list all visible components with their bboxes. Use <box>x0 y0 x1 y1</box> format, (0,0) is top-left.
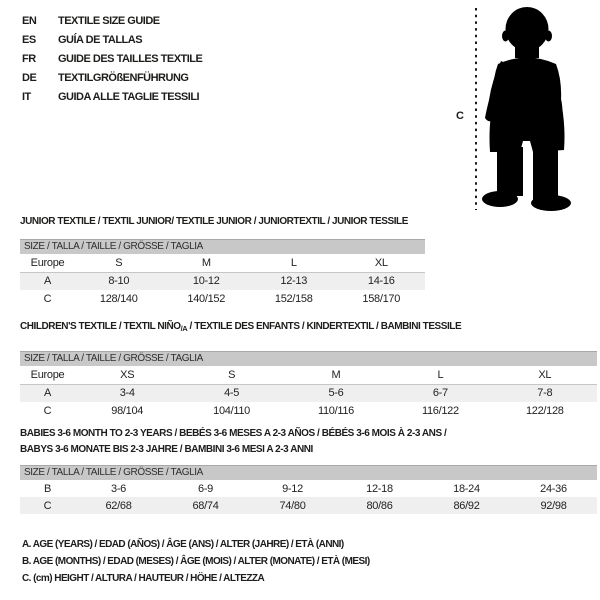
baby-silhouette-icon <box>450 0 600 215</box>
language-row <box>22 12 202 31</box>
size-value-cell: 74/80 <box>249 497 336 514</box>
language-code: DE <box>22 72 37 84</box>
size-table <box>20 254 425 308</box>
table-title: BABIES 3-6 MONTH TO 2-3 YEARS / BEBÉS 3-6 MESES A 2-3 AÑOS / BÉBÉS 3-6 MOIS À 2-3 ANS / <box>20 428 447 439</box>
size-value-cell: 116/122 <box>421 405 459 417</box>
table-title: JUNIOR TEXTILE / TEXTIL JUNIOR/ TEXTILE JUNIOR / JUNIORTEXTIL / JUNIOR TESSILE <box>20 216 408 227</box>
row-label-cell: Europe <box>20 254 75 272</box>
language-label: GUIDA ALLE TAGLIE TESSILI <box>58 91 200 103</box>
size-value-cell: 6-9 <box>198 482 213 495</box>
row-label-cell: Europe <box>20 366 75 384</box>
size-value-cell: 158/170 <box>362 293 401 305</box>
size-value-cell: L <box>388 366 492 384</box>
size-value-cell: 5-6 <box>284 384 388 402</box>
measure-legend <box>22 536 370 587</box>
size-value-cell: 92/98 <box>510 497 597 514</box>
table-title-subscript: /A <box>180 324 188 333</box>
table-title-text: / TEXTILE DES ENFANTS / KINDERTEXTIL / BAMBINI TESSILE <box>187 321 462 332</box>
babies-textile-table <box>20 426 597 514</box>
table-row <box>20 272 425 290</box>
language-row <box>22 69 202 88</box>
table-row <box>20 402 597 420</box>
language-row <box>22 88 202 107</box>
language-label: GUÍA DE TALLAS <box>58 34 143 46</box>
table-title: BABYS 3-6 MONATE BIS 2-3 JAHRE / BAMBINI 3-6 MESI A 2-3 ANNI <box>20 444 313 455</box>
language-code: IT <box>22 91 31 103</box>
size-header-bar: SIZE / TALLA / TAILLE / GRÖSSE / TAGLIA <box>20 239 425 254</box>
size-value-cell: 10-12 <box>163 272 251 290</box>
size-value-cell: 9-12 <box>282 482 303 495</box>
size-value-cell: 8-10 <box>75 272 163 290</box>
size-value-cell: 80/86 <box>336 497 423 514</box>
language-code: FR <box>22 53 36 65</box>
size-value-cell: 62/68 <box>75 497 162 514</box>
size-value-cell: 24-36 <box>540 482 567 495</box>
legend-line-a: A. AGE (YEARS) / EDAD (AÑOS) / ÂGE (ANS) / ALTER (JAHRE) / ETÀ (ANNI) <box>22 539 344 550</box>
size-value-cell: L <box>250 254 338 272</box>
size-value-cell: XS <box>75 366 179 384</box>
table-row <box>20 290 425 308</box>
size-value-cell: 6-7 <box>388 384 492 402</box>
size-value-cell: 68/74 <box>162 497 249 514</box>
language-label: TEXTILGRÖßENFÜHRUNG <box>58 72 189 84</box>
table-row <box>20 480 597 497</box>
size-header-bar: SIZE / TALLA / TAILLE / GRÖSSE / TAGLIA <box>20 351 597 366</box>
size-value-cell: 14-16 <box>338 272 426 290</box>
size-value-cell: 122/128 <box>525 405 564 417</box>
size-value-cell: 86/92 <box>423 497 510 514</box>
row-label-cell: C <box>43 293 52 305</box>
size-value-cell: XL <box>493 366 597 384</box>
size-value-cell: 140/152 <box>187 293 226 305</box>
legend-line-c: C. (cm) HEIGHT / ALTURA / HAUTEUR / HÖHE / ALTEZZA <box>22 573 265 584</box>
size-value-cell: M <box>284 366 388 384</box>
size-value-cell: 104/110 <box>213 405 251 417</box>
size-value-cell: XL <box>338 254 426 272</box>
size-value-cell: M <box>163 254 251 272</box>
size-value-cell: S <box>75 254 163 272</box>
size-value-cell: 110/116 <box>317 405 354 417</box>
size-value-cell: S <box>179 366 283 384</box>
language-code: ES <box>22 34 36 46</box>
size-table <box>20 480 597 514</box>
height-label-c: C <box>456 110 464 122</box>
table-row <box>20 384 597 402</box>
table-title-text: CHILDREN'S TEXTILE / TEXTIL NIÑO <box>20 321 181 332</box>
legend-line-b: B. AGE (MONTHS) / EDAD (MESES) / ÂGE (MOIS) / ALTER (MONATE) / ETÀ (MESI) <box>22 556 370 567</box>
height-figure <box>450 0 600 215</box>
row-label-cell: C <box>43 405 52 417</box>
size-value-cell: 12-13 <box>250 272 338 290</box>
size-value-cell: 7-8 <box>493 384 597 402</box>
language-row <box>22 31 202 50</box>
childrens-textile-table <box>20 320 597 420</box>
size-value-cell: 4-5 <box>179 384 283 402</box>
row-label-cell: A <box>20 384 75 402</box>
size-value-cell: 3-6 <box>111 482 126 495</box>
table-title <box>20 320 597 335</box>
language-row <box>22 50 202 69</box>
size-header-bar: SIZE / TALLA / TAILLE / GRÖSSE / TAGLIA <box>20 465 597 480</box>
size-value-cell: 3-4 <box>75 384 179 402</box>
row-label-cell: C <box>20 497 75 514</box>
size-value-cell: 18-24 <box>453 482 480 495</box>
language-label: TEXTILE SIZE GUIDE <box>58 15 160 27</box>
language-code: EN <box>22 15 37 27</box>
row-label-cell: B <box>43 482 52 495</box>
size-table <box>20 366 597 420</box>
size-value-cell: 12-18 <box>366 482 393 495</box>
table-row <box>20 497 597 514</box>
table-row <box>20 254 425 272</box>
language-label: GUIDE DES TAILLES TEXTILE <box>58 53 203 65</box>
size-value-cell: 152/158 <box>274 293 313 305</box>
table-row <box>20 366 597 384</box>
row-label-cell: A <box>20 272 75 290</box>
junior-textile-table <box>20 215 425 308</box>
language-header <box>22 12 202 107</box>
size-value-cell: 128/140 <box>99 293 138 305</box>
size-value-cell: 98/104 <box>111 405 144 417</box>
